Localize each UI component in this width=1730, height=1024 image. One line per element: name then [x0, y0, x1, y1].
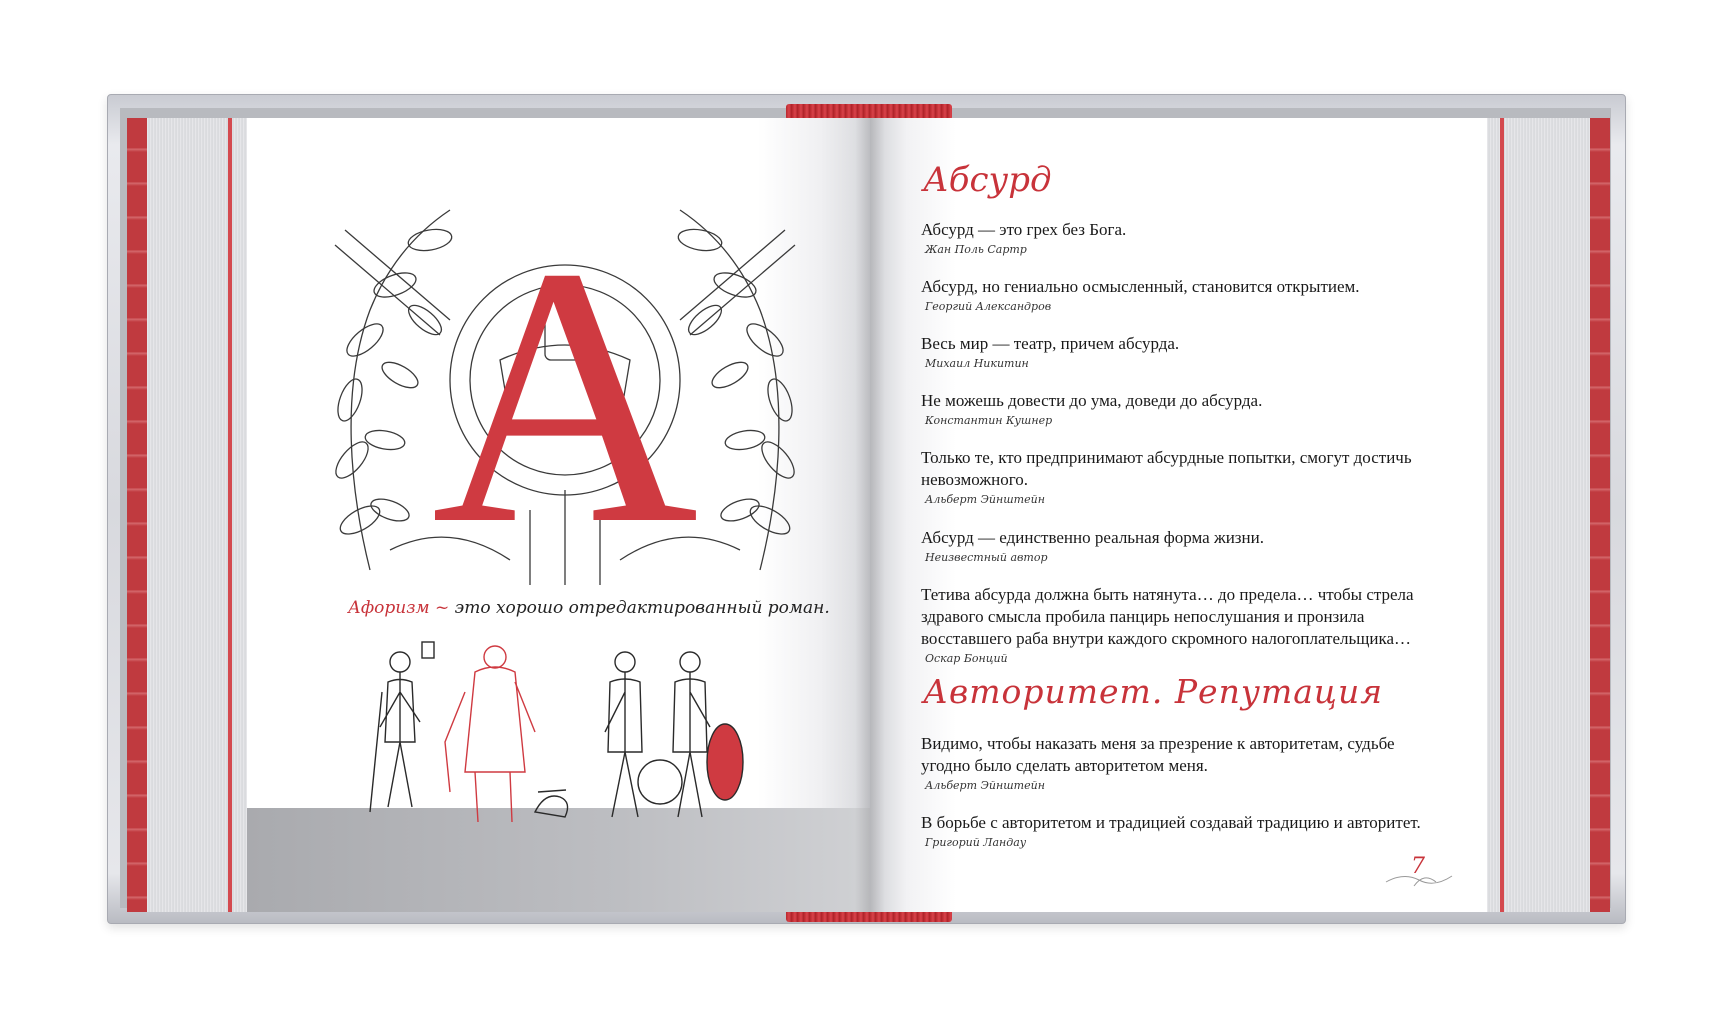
section-title-absurd: Абсурд: [923, 160, 1052, 200]
epigraph: [348, 598, 828, 618]
quote-text: Видимо, чтобы наказать меня за презрение к авторитетам, судьбе угодно было сделать авторитетом меня.: [921, 734, 1395, 775]
section-title-authority: Авторитет. Репутация: [923, 672, 1384, 711]
quote-text: Не можешь довести до ума, доведи до абсурда.: [921, 391, 1263, 410]
quote-item: [921, 527, 1441, 566]
left-page-stack: [147, 118, 247, 912]
quote-item: [921, 584, 1441, 667]
left-endpaper: [127, 118, 147, 912]
quote-item: [921, 333, 1441, 372]
emperor-figure: [445, 646, 535, 822]
quote-item: [921, 219, 1441, 258]
right-stack-edge: [1500, 118, 1504, 912]
drop-cap-letter: А: [431, 191, 699, 590]
ornamental-initial-illustration: [330, 190, 800, 590]
quote-author: Георгий Александров: [925, 300, 1052, 313]
quote-text: Только те, кто предпринимают абсурдные попытки, смогут достичь невозможного.: [921, 448, 1412, 489]
quote-text: В борьбе с авторитетом и традицией создавай традицию и авторитет.: [921, 813, 1421, 832]
quote-item: [921, 276, 1441, 315]
quote-author: Неизвестный автор: [925, 551, 1048, 564]
left-stack-edge: [228, 118, 232, 912]
epigraph-highlight: Афоризм ~: [348, 598, 450, 618]
right-endpaper: [1590, 118, 1610, 912]
quote-item: [921, 812, 1441, 851]
warriors-figure-right: [605, 652, 710, 817]
quote-author: Константин Кушнер: [925, 414, 1053, 427]
quote-text: Абсурд — это грех без Бога.: [921, 220, 1127, 239]
spine-shadow: [855, 118, 885, 912]
quote-author: Григорий Ландау: [925, 836, 1027, 849]
soldier-figure-left: [370, 642, 434, 812]
quote-item: [921, 390, 1441, 429]
page-number: 7: [1411, 854, 1425, 879]
quote-author: Михаил Никитин: [925, 357, 1029, 370]
quote-author: Оскар Бонций: [925, 652, 1008, 665]
quote-text: Весь мир — театр, причем абсурда.: [921, 334, 1180, 353]
red-shield: [707, 724, 743, 800]
quote-item: [921, 447, 1441, 508]
quote-text: Абсурд, но гениально осмысленный, становится открытием.: [921, 277, 1360, 296]
quote-text: Тетива абсурда должна быть натянута… до предела… чтобы стрела здравого смысла пробила панцирь непослушания и пронзила восставшего раба внутри каждого скромного налогоплательщика…: [921, 585, 1414, 648]
quote-text: Абсурд — единственно реальная форма жизни.: [921, 528, 1264, 547]
epigraph-text: это хорошо отредактированный роман.: [454, 598, 830, 618]
quote-item: [921, 733, 1441, 794]
quote-author: Альберт Эйнштейн: [925, 779, 1045, 792]
quote-author: Жан Поль Сартр: [925, 243, 1027, 256]
quote-author: Альберт Эйнштейн: [925, 493, 1045, 506]
roman-figures-illustration: [360, 632, 780, 842]
helmet-figure: [535, 790, 568, 817]
